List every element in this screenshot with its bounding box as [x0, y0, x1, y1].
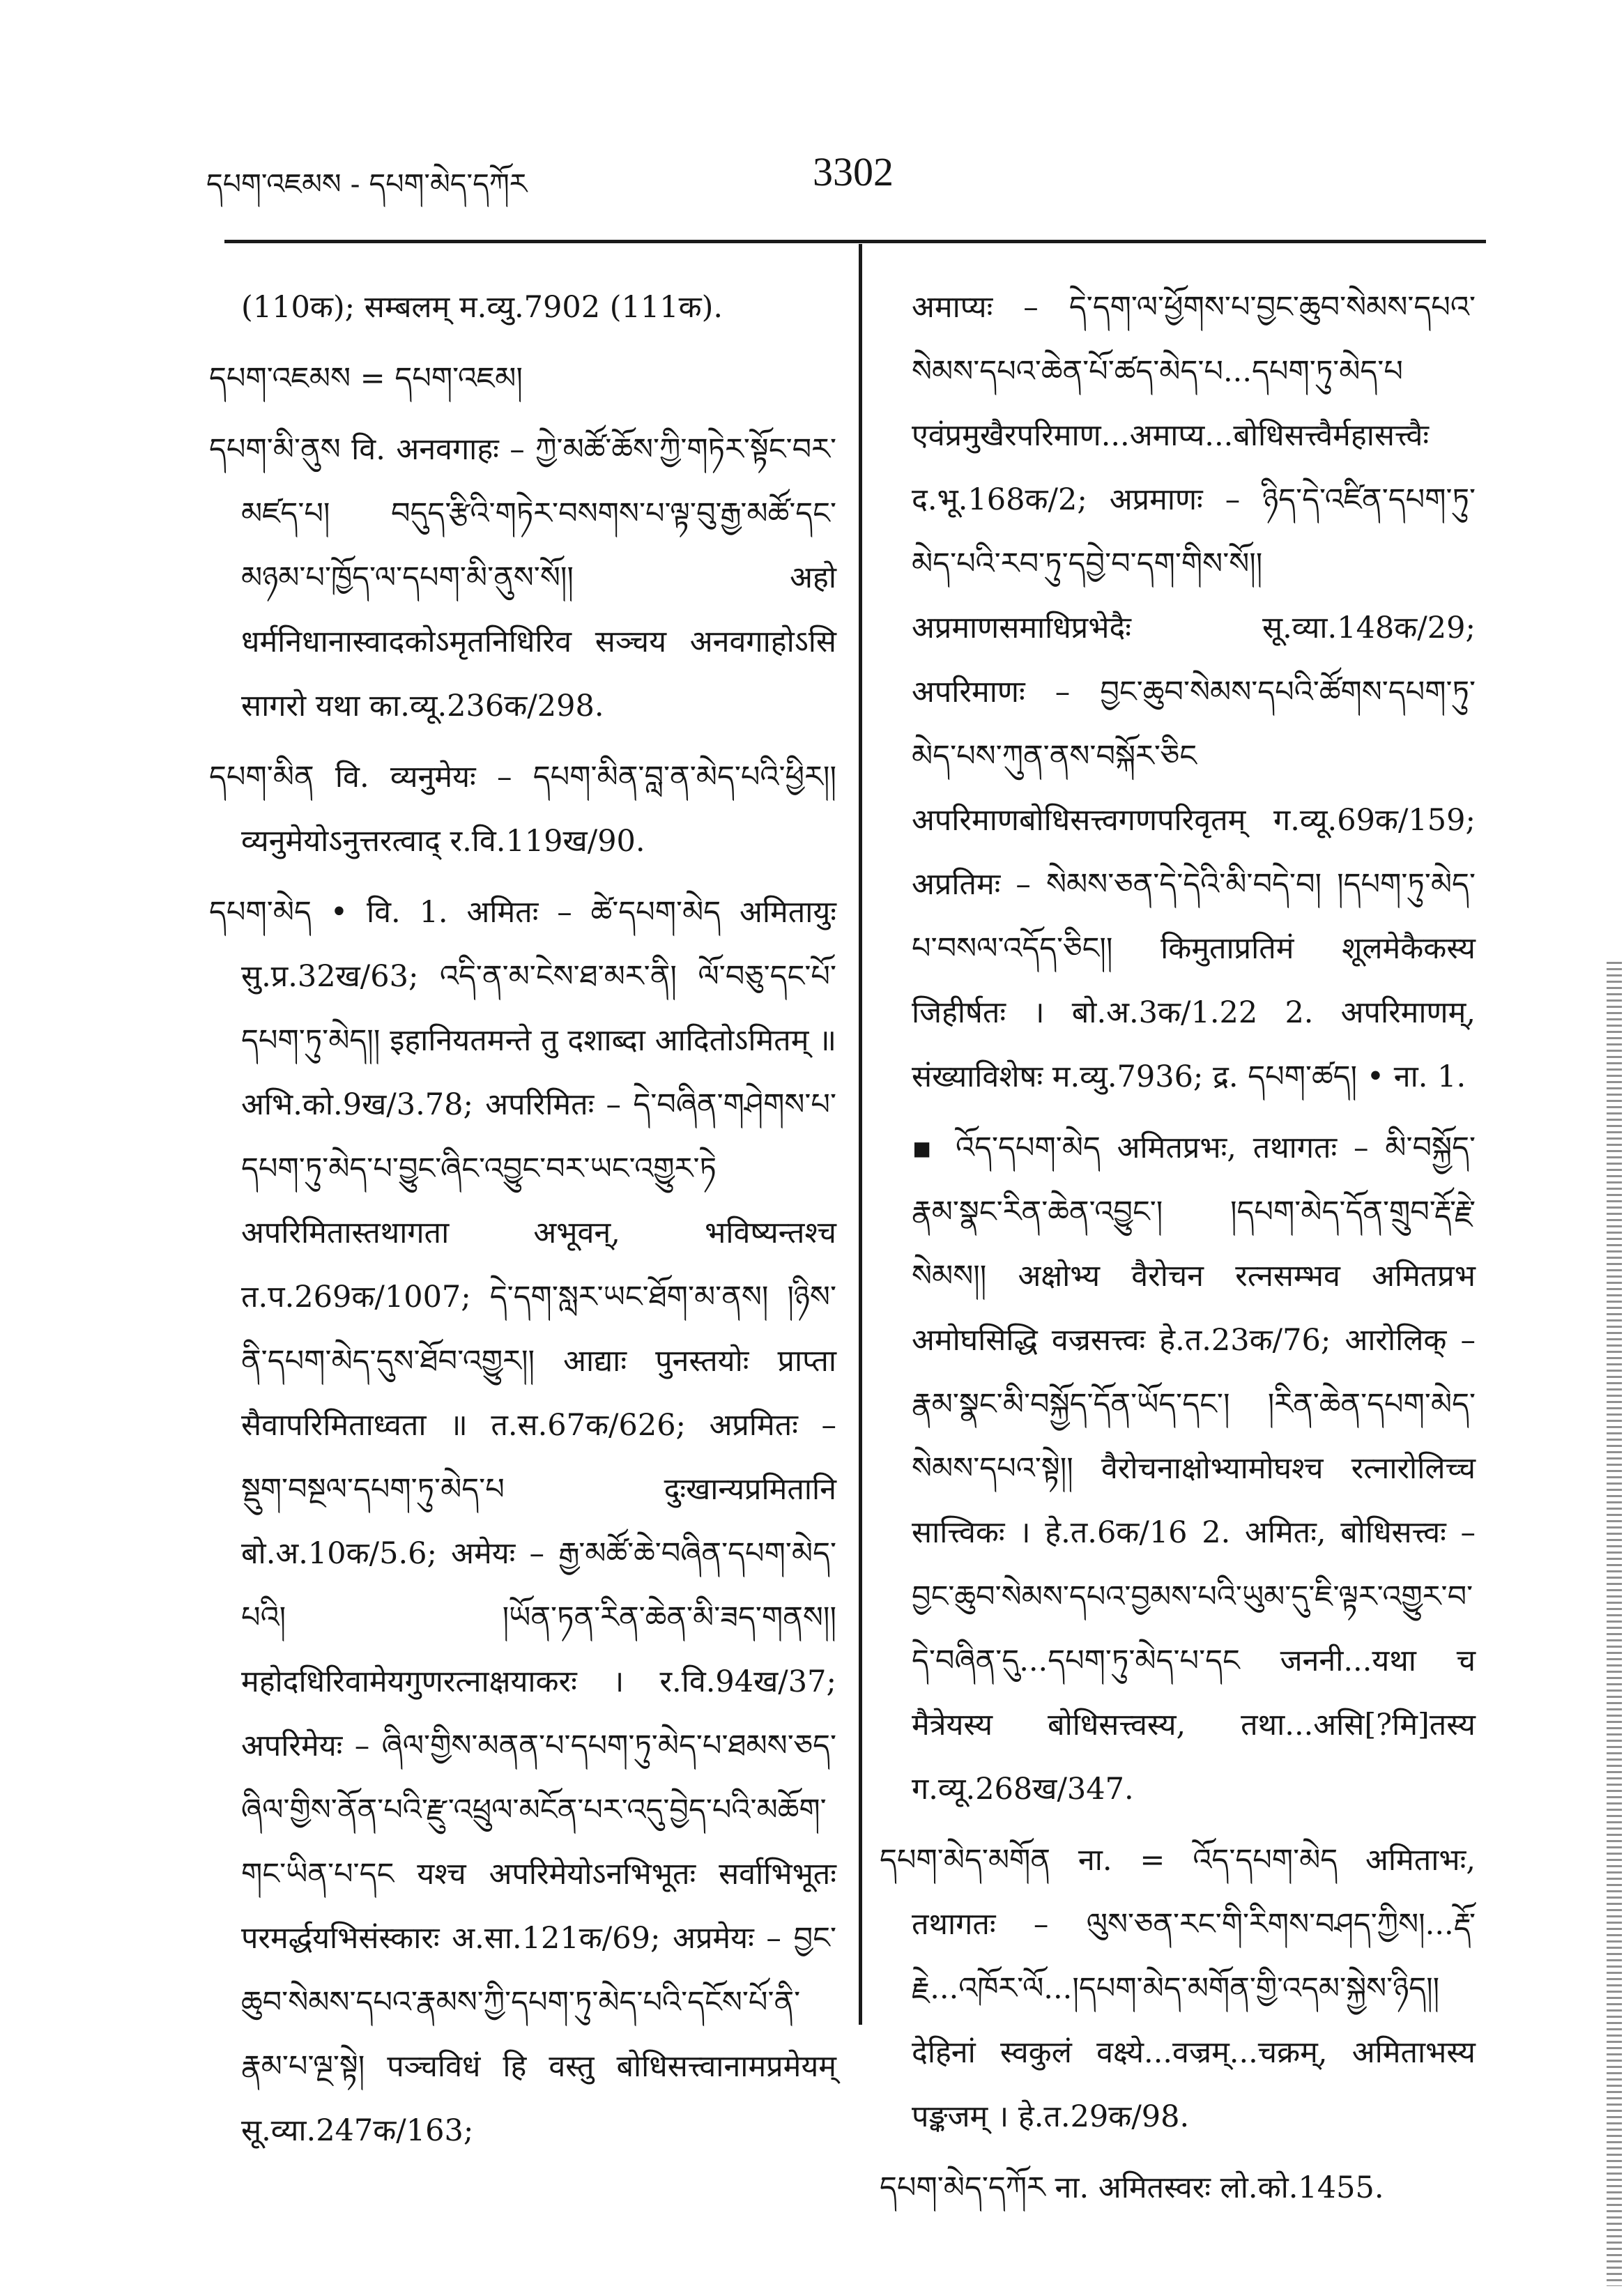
dictionary-entry: དཔག་མེད • वि. 1. अमितः – ཚེ་དཔག་མེད अमितायुः सु.प्र.32ख/63; འདི་ན་མ་ངེས་ཐ་མར་ནི། ལོ་བཅུ་དང་པོ་དཔག་ཏུ་མེད།། इहानियतमन्ते तु दशाब्दा आदितोऽमितम् ॥ अभि.को.9ख/3.78; अपरिमितः – དེ་བཞིན་གཤེགས་པ་དཔག་ཏུ་མེད་པ་བྱུང་ཞིང་འབྱུང་བར་ཡང་འགྱུར་ཏེ अपरिमितास्तथागता अभूवन्, भविष्यन्तश्च त.प.269क/1007; དེ་དག་སླར་ཡང་ཐོག་མ་ནས། །ཉིས་ནི་དཔག་མེད་དུས་ཐོབ་འགྱུར།། आद्याः पुनस्तयोः प्राप्ता सैवापरिमिताध्वता ॥ त.स.67क/626; अप्रमितः – སྡུག་བསྔལ་དཔག་ཏུ་མེད་པ दुःखान्यप्रमितानि बो.अ.10क/5.6; अमेयः – རྒྱ་མཚོ་ཆེ་བཞིན་དཔག་མེད་པའི། །ཡོན་ཏན་རིན་ཆེན་མི་ཟད་གནས།། महोदधिरिवामेयगुणरत्नाक्षयाकरः । र.वि.94ख/37; अपरिमेयः – ཞིལ་གྱིས་མནན་པ་དཔག་ཏུ་མེད་པ་ཐམས་ཅད་ཞིལ་གྱིས་ནོན་པའི་རྫུ་འཕྲུལ་མངོན་པར་འདུ་བྱེད་པའི་མཆོག་གང་ཡིན་པ་དང यश्च अपरिमेयोऽनभिभूतः सर्वाभिभूतः परमर्द्धयभिसंस्कारः अ.सा.121क/69; अप्रमेयः – བྱང་ཆུབ་སེམས་དཔའ་རྣམས་ཀྱི་དཔག་ཏུ་མེད་པའི་དངོས་པོ་ནི་རྣམ་པ་ལྔ་སྟེ། पञ्चविधं हि वस्तु बोधिसत्त्वानामप्रमेयम् सू.व्या.247क/163;: [209, 895, 836, 2148]
right-column: [880, 275, 1476, 2227]
entry-continuation: (110क); सम्बलम् म.व्यु.7902 (111क).: [241, 290, 723, 325]
page-header: [206, 143, 1482, 213]
dictionary-entry: དཔག་མེད་དཀོར ना. अमितस्वरः लो.को.1455.: [880, 2170, 1384, 2205]
entry-sub-sense: ▪ འོད་དཔག་མེད अमितप्रभः, तथागतः – མི་བསྐྱོད་རྣམ་སྣང་རིན་ཆེན་འབྱུང་། །དཔག་མེད་དོན་གྲུབ་རྡོ་རྗེ་སེམས།། अक्षोभ्य वैरोचन रत्नसम्भव अमितप्रभ अमोघसिद्धि वज्रसत्त्वः हे.त.23क/76; आरोलिक् – རྣམ་སྣང་མི་བསྐྱོད་དོན་ཡོད་དང་། །རིན་ཆེན་དཔག་མེད་སེམས་དཔའ་སྟེ།། वैरोचनाक्षोभ्यामोघश्च रत्नारोलिच्च सात्त्विकः । हे.त.6क/16 2. अमितः, बोधिसत्त्वः – བྱང་ཆུབ་སེམས་དཔའ་བྱམས་པའི་ཡུམ་དུ་ཇི་ལྟར་འགྱུར་བ་དེ་བཞིན་དུ...དཔག་ཏུ་མེད་པ་དང जननी...यथा च मैत्रेयस्य बोधिसत्त्वस्य, तथा...असि[?मि]तस्य ग.व्यू.268ख/347.: [912, 1131, 1476, 1807]
entry-continuation: अमाप्यः – དེ་དག་ལ་ཕྱོགས་པ་བྱང་ཆུབ་སེམས་དཔའ་སེམས་དཔའ་ཆེན་པོ་ཚད་མེད་པ...དཔག་ཏུ་མེད་པ एवंप्रमुखैरपरिमाण...अमाप्य...बोधिसत्त्वैर्महासत्त्वैः द.भू.168क/2; अप्रमाणः – ཉིད་དེ་འཛིན་དཔག་ཏུ་མེད་པའི་རབ་ཏུ་དབྱེ་བ་དག་གིས་སོ།། अप्रमाणसमाधिप्रभेदैः सू.व्या.148क/29; अपरिमाणः – བྱང་ཆུབ་སེམས་དཔའི་ཚོགས་དཔག་ཏུ་མེད་པས་ཀུན་ནས་བསྐོར་ཅིང अपरिमाणबोधिसत्त्वगणपरिवृतम् ग.व्यू.69क/159; अप्रतिमः – སེམས་ཅན་དེ་དེའི་མི་བདེ་བ། །དཔག་ཏུ་མེད་པ་བསལ་འདོད་ཅིང།། किमुताप्रतिमं शूलमेकैकस्य जिहीर्षतः । बो.अ.3क/1.22 2. अपरिमाणम्, संख्याविशेषः म.व्यु.7936; द्र. དཔག་ཚད། • ना. 1.: [912, 290, 1476, 1094]
running-head: དཔག་འཇམས - དཔག་མེད་དཀོར: [206, 167, 528, 201]
dictionary-entry: དཔག་མིན वि. व्यनुमेयः – དཔག་མིན་བླ་ན་མེད་པའི་ཕྱིར།། व्यनुमेयोऽनुत्तरत्वाद् र.वि.119ख/90.: [209, 760, 836, 859]
page-number: 3302: [813, 149, 894, 194]
dictionary-entry: དཔག་འཇམས = དཔག་འཇམ།: [209, 361, 523, 396]
column-divider: [859, 244, 862, 2025]
scan-edge-noise: [1607, 962, 1622, 2286]
dictionary-entry: དཔག་མི་ནུས वि. अनवगाहः – ཀྱེ་མཚོ་ཆོས་ཀྱི་གཏེར་སྟོང་བར་མཛད་པ། བདུད་རྩིའི་གཏེར་བསགས་པ་ལྟ་བུ་རྒྱ་མཚོ་དང་མཉམ་པ་ཁྱོད་ལ་དཔག་མི་ནུས་སོ།། अहो धर्मनिधानास्वादकोऽमृतनिधिरिव सञ्चय अनवगाहोऽसि सागरो यथा का.व्यू.236क/298.: [209, 432, 836, 723]
header-rule: [224, 240, 1486, 243]
dictionary-entry: དཔག་མེད་མགོན ना. = འོད་དཔག་མེད अमिताभः, तथागतः – ལུས་ཅན་རང་གི་རིགས་བཤད་ཀྱིས།...རྡོ་རྗེ...འཁོར་ལོ...།དཔག་མེད་མགོན་གྱི་འདམ་སྐྱེས་ཉིད།། देहिनां स्वकुलं वक्ष्ये...वज्रम्...चक्रम्, अमिताभस्य पङ्कजम् । हे.त.29क/98.: [880, 1843, 1476, 2134]
left-column: [209, 275, 836, 2170]
